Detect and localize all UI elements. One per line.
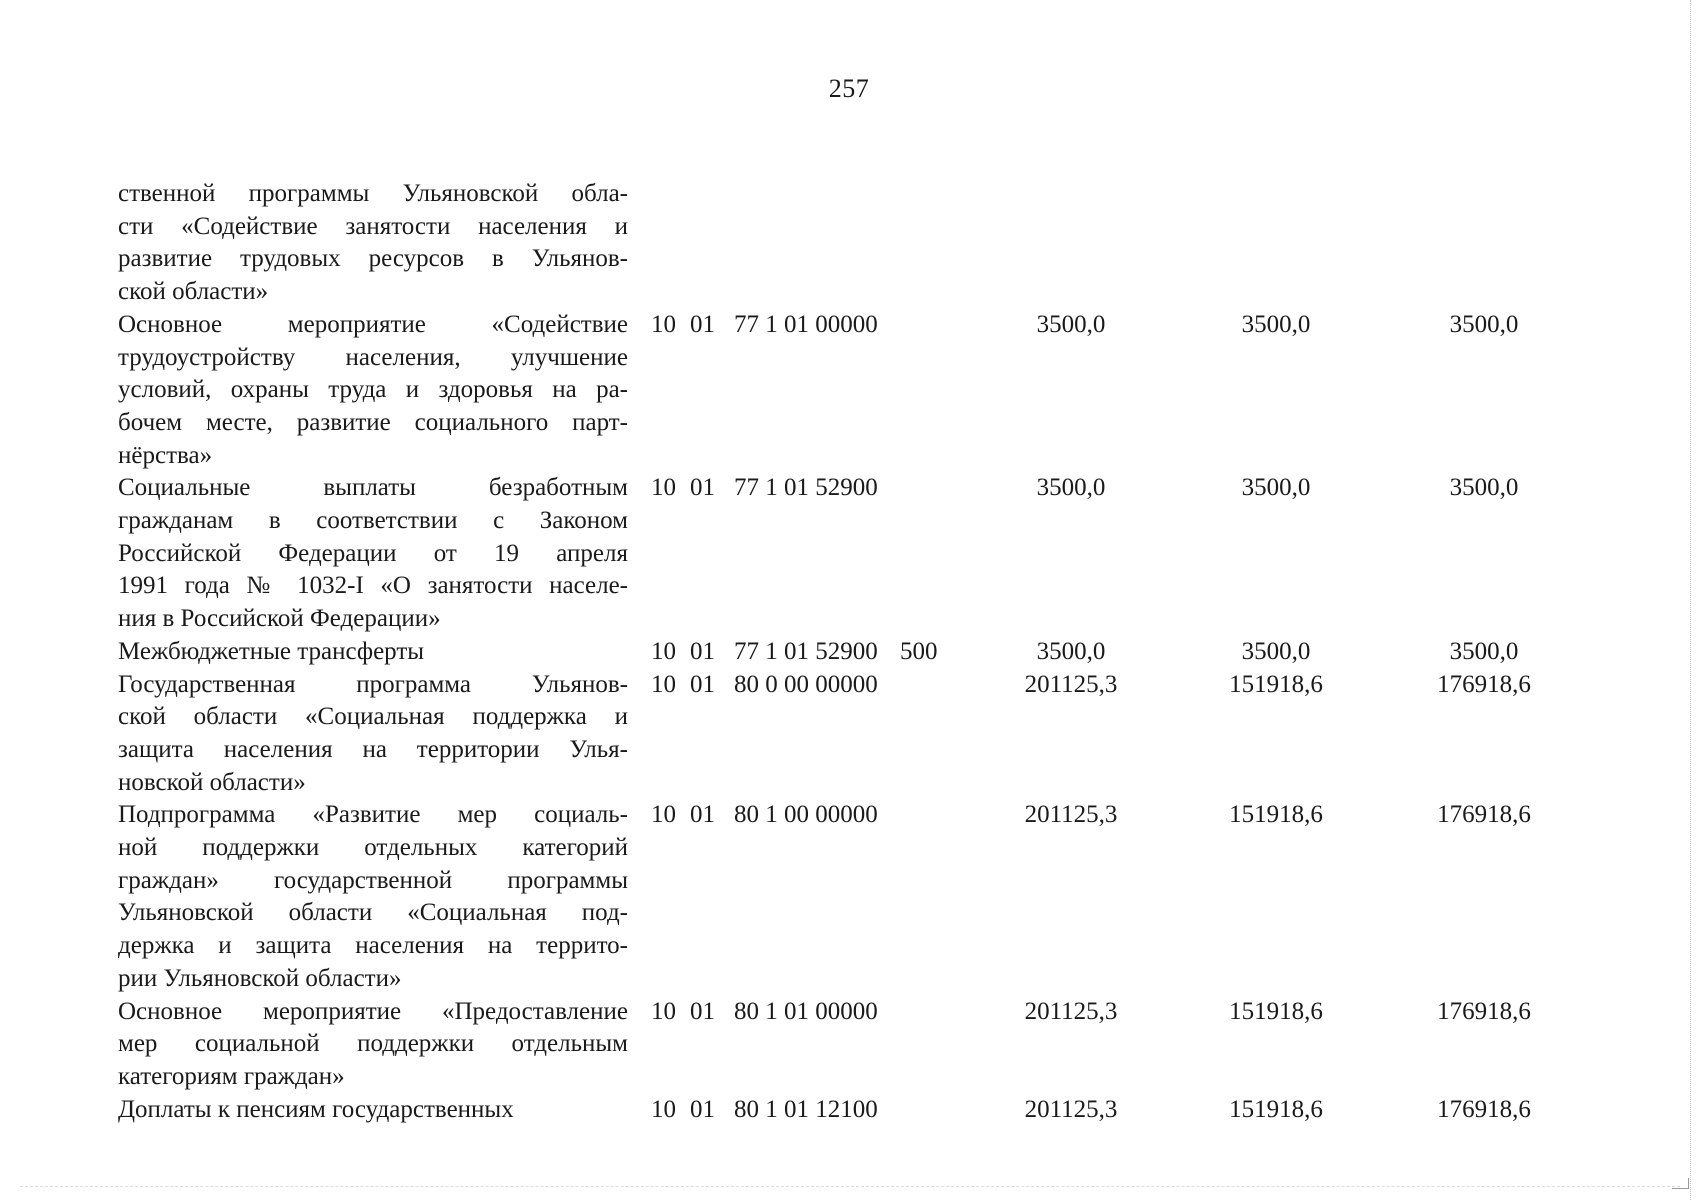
expense-type-code bbox=[900, 309, 970, 473]
section-code bbox=[628, 178, 676, 309]
subsection-code: 01 bbox=[690, 670, 715, 698]
row-description bbox=[118, 472, 628, 636]
description-line: сти «Содействие занятости населения и bbox=[118, 212, 628, 240]
expense-type-code bbox=[900, 178, 970, 309]
budget-table-body bbox=[118, 178, 1588, 1126]
description-line: защита населения на территории Улья- bbox=[118, 735, 628, 763]
description-line: нёрства» bbox=[118, 441, 213, 469]
table-row bbox=[118, 309, 1588, 473]
row-description bbox=[118, 669, 628, 800]
budget-table bbox=[118, 178, 1588, 1126]
description-line: условий, охраны труда и здоровья на ра- bbox=[118, 376, 628, 404]
target-article-code: 77 1 01 52900 bbox=[734, 637, 878, 665]
amount-year-2 bbox=[1172, 178, 1380, 309]
amount-year-2: 151918,6 bbox=[1229, 670, 1323, 698]
description-line: Подпрограмма «Развитие мер социаль- bbox=[118, 801, 628, 829]
amount-year-2: 151918,6 bbox=[1229, 997, 1323, 1025]
section-code: 10 bbox=[651, 997, 676, 1025]
description-line: 1991 года № 1032-I «О занятости населе- bbox=[118, 572, 628, 600]
target-article-code: 80 1 00 00000 bbox=[734, 801, 878, 829]
target-article-code: 77 1 01 00000 bbox=[734, 310, 878, 338]
description-line: трудоустройству населения, улучшение bbox=[118, 343, 628, 371]
amount-year-2: 3500,0 bbox=[1241, 310, 1311, 338]
amount-year-3: 176918,6 bbox=[1437, 997, 1531, 1025]
description-line: Государственная программа Ульянов- bbox=[118, 670, 628, 698]
amount-year-2: 151918,6 bbox=[1229, 801, 1323, 829]
amount-year-3 bbox=[1380, 178, 1588, 309]
amount-year-1: 201125,3 bbox=[1024, 801, 1118, 829]
page-number: 257 bbox=[828, 74, 870, 103]
section-code: 10 bbox=[651, 801, 676, 829]
expense-type-code bbox=[900, 1094, 970, 1127]
target-article-code: 80 1 01 12100 bbox=[734, 1095, 878, 1123]
table-row bbox=[118, 178, 1588, 309]
description-line: Российской Федерации от 19 апреля bbox=[118, 539, 628, 567]
table-row bbox=[118, 472, 1588, 636]
description-line: категориям граждан» bbox=[118, 1062, 345, 1090]
amount-year-3: 3500,0 bbox=[1449, 637, 1519, 665]
row-description bbox=[118, 996, 628, 1094]
amount-year-3: 176918,6 bbox=[1437, 670, 1531, 698]
amount-year-1: 201125,3 bbox=[1024, 1095, 1118, 1123]
description-line: Основное мероприятие «Предоставление bbox=[118, 997, 628, 1025]
table-row bbox=[118, 636, 1588, 669]
section-code: 10 bbox=[651, 670, 676, 698]
amount-year-1: 201125,3 bbox=[1024, 997, 1118, 1025]
description-line: рии Ульяновской области» bbox=[118, 964, 402, 992]
expense-type-code bbox=[900, 472, 970, 636]
target-article-code: 80 0 00 00000 bbox=[734, 670, 878, 698]
scan-corner-mark bbox=[1672, 1178, 1689, 1189]
target-article-code bbox=[715, 178, 900, 309]
description-line: ния в Российской Федерации» bbox=[118, 605, 441, 633]
description-line: новской области» bbox=[118, 768, 306, 796]
scan-edge-bottom bbox=[20, 1186, 1680, 1188]
description-line: бочем месте, развитие социального парт- bbox=[118, 408, 628, 436]
table-row bbox=[118, 799, 1588, 995]
target-article-code: 77 1 01 52900 bbox=[734, 474, 878, 502]
expense-type-code bbox=[900, 799, 970, 995]
section-code: 10 bbox=[651, 1095, 676, 1123]
expense-type-code: 500 bbox=[900, 637, 938, 665]
amount-year-2: 151918,6 bbox=[1229, 1095, 1323, 1123]
target-article-code: 80 1 01 00000 bbox=[734, 997, 878, 1025]
subsection-code: 01 bbox=[690, 637, 715, 665]
amount-year-1: 3500,0 bbox=[1036, 637, 1106, 665]
row-description bbox=[118, 1094, 628, 1127]
description-line: ской области «Социальная поддержка и bbox=[118, 703, 628, 731]
section-code: 10 bbox=[651, 474, 676, 502]
amount-year-1: 201125,3 bbox=[1024, 670, 1118, 698]
description-line: Доплаты к пенсиям государственных bbox=[118, 1095, 514, 1123]
amount-year-3: 3500,0 bbox=[1449, 310, 1519, 338]
subsection-code: 01 bbox=[690, 801, 715, 829]
amount-year-1: 3500,0 bbox=[1036, 310, 1106, 338]
expense-type-code bbox=[900, 996, 970, 1094]
amount-year-3: 176918,6 bbox=[1437, 1095, 1531, 1123]
amount-year-3: 176918,6 bbox=[1437, 801, 1531, 829]
description-line: Социальные выплаты безработным bbox=[118, 474, 628, 502]
subsection-code: 01 bbox=[690, 1095, 715, 1123]
subsection-code: 01 bbox=[690, 997, 715, 1025]
table-row bbox=[118, 669, 1588, 800]
subsection-code bbox=[676, 178, 715, 309]
amount-year-2: 3500,0 bbox=[1241, 474, 1311, 502]
expense-type-code bbox=[900, 669, 970, 800]
description-line: ской области» bbox=[118, 278, 269, 306]
amount-year-1 bbox=[970, 178, 1172, 309]
section-code: 10 bbox=[651, 310, 676, 338]
description-line: Ульяновской области «Социальная под- bbox=[118, 899, 628, 927]
description-line: развитие трудовых ресурсов в Ульянов- bbox=[118, 245, 628, 273]
row-description bbox=[118, 178, 628, 309]
description-line: Межбюджетные трансферты bbox=[118, 637, 425, 665]
row-description bbox=[118, 799, 628, 995]
description-line: ной поддержки отдельных категорий bbox=[118, 834, 628, 862]
amount-year-3: 3500,0 bbox=[1449, 474, 1519, 502]
subsection-code: 01 bbox=[690, 310, 715, 338]
description-line: гражданам в соответствии с Законом bbox=[118, 507, 628, 535]
section-code: 10 bbox=[651, 637, 676, 665]
amount-year-2: 3500,0 bbox=[1241, 637, 1311, 665]
amount-year-1: 3500,0 bbox=[1036, 474, 1106, 502]
table-row bbox=[118, 1094, 1588, 1127]
description-line: мер социальной поддержки отдельным bbox=[118, 1030, 628, 1058]
description-line: Основное мероприятие «Содействие bbox=[118, 310, 628, 338]
row-description bbox=[118, 636, 628, 669]
subsection-code: 01 bbox=[690, 474, 715, 502]
row-description bbox=[118, 309, 628, 473]
table-row bbox=[118, 996, 1588, 1094]
description-line: ственной программы Ульяновской обла- bbox=[118, 180, 628, 207]
scan-edge-right bbox=[1690, 0, 1692, 1200]
description-line: держка и защита населения на террито- bbox=[118, 932, 628, 960]
description-line: граждан» государственной программы bbox=[118, 866, 628, 894]
